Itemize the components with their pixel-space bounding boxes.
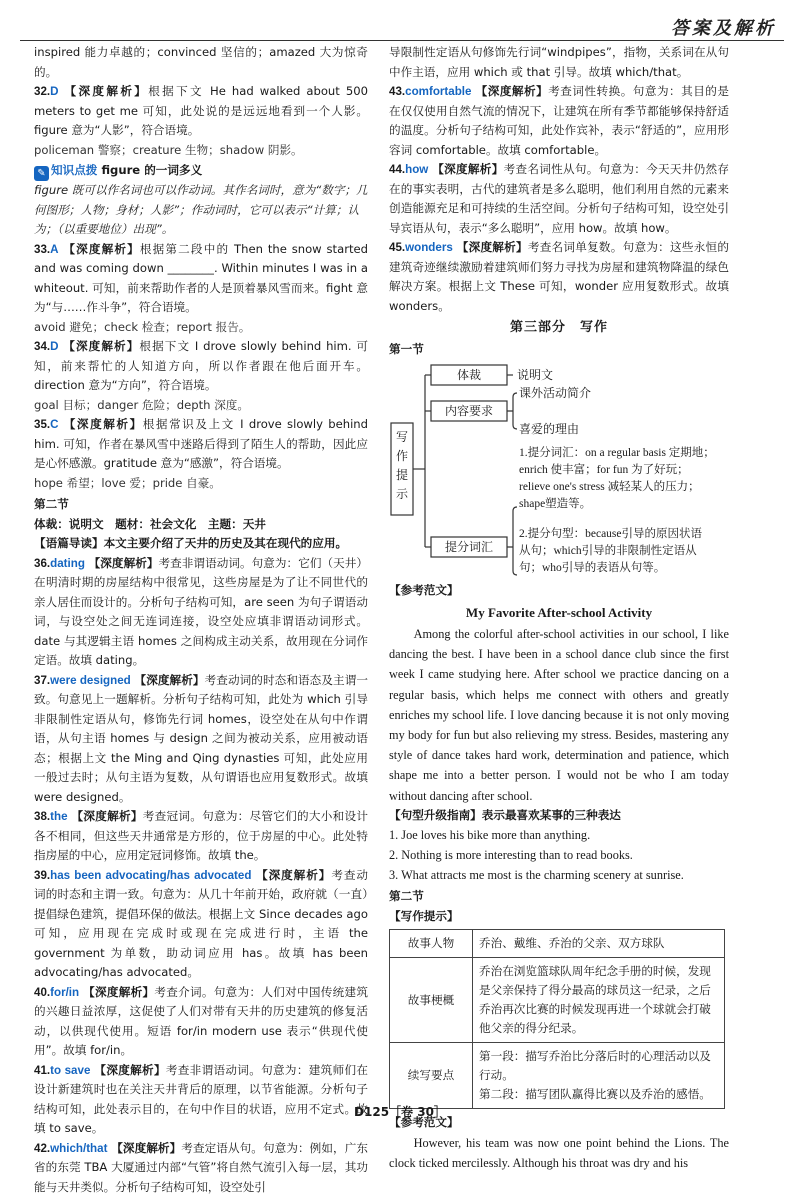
table-row-label: 续写要点 [390,1043,473,1109]
left-column [34,43,368,1197]
analysis-tag: 【深度解析】 [476,84,549,98]
root-char-3: 提 [396,467,408,482]
page-footer: D125［卷 30］ [0,1103,800,1120]
question-number: 45. [389,241,405,254]
pattern-guide-heading: 【句型升级指南】表示最喜欢某事的三种表达 [389,806,729,826]
analysis-tag: 【深度解析】 [111,1141,181,1155]
pattern-sentence: 3. What attracts me most is the charming scenery at sunrise. [389,865,729,885]
analysis-tag: 【深度解析】 [256,868,331,882]
model-essay-heading: 【参考范文】 [389,581,729,601]
analysis-text: 考查定语从句。句意为：例如，广东省的东莞 TBA 大厦通过内部“气管”将自然气流引入每一层，其功能与天井类似。分析句子结构可知，设空处引 [34,1141,368,1194]
analysis-tag: 【深度解析】 [457,240,528,254]
question-37 [34,671,368,808]
analysis-tag: 【深度解析】 [63,242,140,256]
analysis-tag: 【深度解析】 [94,1063,165,1077]
question-44 [389,160,729,238]
question-number: 32. [34,85,50,98]
passage-guide: 【语篇导读】本文主要介绍了天井的历史及其在现代的应用。 [34,534,368,554]
knowledge-tip-heading [34,161,368,181]
question-number: 33. [34,243,50,256]
analysis-text: 考查动词的时态和主谓一致。句意为：从几十年前开始，政府就（一直）提倡绿色建筑，提倡环保的做法。根据上文 Since decades ago 可知，应用现在完成时或现在完成进行时，主语 the government 为单数，助动词应用 has。故填 has been advocating/has advocated。 [34,868,368,980]
essay-body: Among the colorful after-school activities in our school, I like dancing the best. I have been in a school dance club since the first week I came studying here. After school we practice dancing on a regular basis, which helps me connect with others and greatly enriches my school life. I love dancing because it is not only moving my body for fun but also relieving my stress. Besides, mastering any style of dance takes hard work, determination and patience, which shape me into a better person. I would not be who I am today without dancing after school. [389,624,729,806]
table-row-label: 故事人物 [390,930,473,958]
right-column [389,43,729,1173]
question-40 [34,983,368,1061]
analysis-text: 考查冠词。句意为：尽管它们的大小和设计各不相同，但这些天井通常是方形的，位于房屋的中心。此处特指房屋的中心，应用定冠词修饰。故填 the。 [34,809,368,862]
section-heading: 第二节 [389,887,729,907]
vocab-line: inspired 能力卓越的；convinced 坚信的；amazed 大为惊奇的。 [34,43,368,82]
vocab-line: policeman 警察；creature 生物；shadow 阴影。 [34,141,368,161]
content-box-label: 内容要求 [445,403,493,418]
question-32 [34,82,368,141]
answer: wonders [405,241,453,254]
answer: C [50,418,58,431]
analysis-tag: 【深度解析】 [432,162,503,176]
answer: D [50,340,58,353]
answer: A [50,243,58,256]
root-char-1: 写 [396,430,408,444]
answer: the [50,810,67,823]
essay-title: My Favorite After-school Activity [389,603,729,623]
question-number: 42. [34,1142,50,1155]
sentence-hint-line: 从句；which引导的非限制性定语从 [519,543,697,557]
genre-box-label: 体裁 [457,367,481,382]
question-38 [34,807,368,866]
vocab-hint-line: relieve one's stress 减轻某人的压力； [519,479,700,493]
analysis-tag: 【深度解析】 [65,84,149,98]
model-essay-heading-2: 【参考范文】 [389,1113,729,1133]
table-row [390,930,725,958]
sentence-hint-line: 句；who引导的表语从句等。 [519,560,665,574]
question-number: 35. [34,418,50,431]
question-number: 43. [389,85,405,98]
vocab-line: hope 希望；love 爱；pride 自豪。 [34,474,368,494]
question-45 [389,238,729,316]
question-43 [389,82,729,160]
diagram-svg [389,361,729,581]
tip-label: 知识点拨 [51,163,97,177]
analysis-text: 考查非谓语动词。句意为：它们（天井）在明清时期的房屋结构中很常见，这些房屋是为了让不同世代的亲人居住而设计的。分析句子结构可知，are seen 为句子谓语动词，与设空处之间无连词连接，设空处应填非谓语动词形式。date 与其逻辑主语 homes 之间构成主动关系，故用现在分词作定语。故填 dating。 [34,556,368,668]
pattern-sentence: 1. Joe loves his bike more than anything. [389,825,729,845]
analysis-tag: 【深度解析】 [71,809,142,823]
analysis-text: 考查动词的时态和语态及主谓一致。句意见上一题解析。分析句子结构可知，此处为 which 引导非限制性定语从句，修饰先行词 homes，设空处在从句中作谓语，从句主语 homes 与 design 之间为被动关系，应用被动语态；根据上文 the Ming and Qing dynasties 可知，此处应用一般过去时；从句主语为复数，从句谓语也应用复数形式。故填 were designed。 [34,673,368,804]
answer: D [50,85,58,98]
question-42 [34,1139,368,1197]
question-39 [34,866,368,983]
analysis-text: 根据下文 He had walked about 500 meters to get me 可知，此处说的是远远地看到一个人影。figure 意为“人影”，符合语境。 [34,84,368,137]
answer: which/that [50,1142,107,1155]
table-row-value: 第一段：描写乔治比分落后时的心理活动以及行动。 第二段：描写团队赢得比赛以及乔治的感悟。 [473,1043,725,1109]
passage-meta: 体裁：说明文 题材：社会文化 主题：天井 [34,515,368,535]
knowledge-tip-body: figure 既可以作名词也可以作动词。其作名词时，意为“数字；几何图形；人物；身材；人影”；作动词时，它可以表示“计算；认为；（以重要地位）出现”。 [34,181,368,240]
analysis-text: 考查非谓语动词。句意为：建筑师们在设计新建筑时也在关注天井背后的原理，以节省能源。分析句子结构可知，此处表示目的，在句中作目的状语，应用不定式。故填 to save。 [34,1063,368,1136]
table-row [390,1043,725,1109]
analysis-tag: 【深度解析】 [89,556,159,570]
question-number: 38. [34,810,50,823]
analysis-tag: 【深度解析】 [135,673,205,687]
vocab-hint-line: 1.提分词汇：on a regular basis 定期地； [519,445,715,459]
section-heading: 第二节 [34,495,368,515]
vocab-line: avoid 避免；check 检查；report 报告。 [34,318,368,338]
answer: for/in [50,986,79,999]
question-34 [34,337,368,396]
answer: to save [50,1064,90,1077]
root-char-2: 作 [396,449,408,463]
writing-hint-table [389,929,725,1109]
question-35 [34,415,368,474]
answer: dating [50,557,85,570]
question-number: 39. [34,869,50,882]
content-item: 课外活动简介 [519,385,591,400]
analysis-text: 考查名词单复数。句意为：这些永恒的建筑奇迹继续激励着建筑师们努力寻找为房屋和建筑物降温的绿色解决方案。根据上文 These 可知，wonder 应用复数形式。故填 wonders。 [389,240,729,313]
question-42-continued: 导限制性定语从句修饰先行词“windpipes”，指物，关系词在从句中作主语，应用 which 或 that 引导。故填 which/that。 [389,43,729,82]
answer: comfortable [405,85,471,98]
question-33 [34,240,368,318]
tip-word: figure 的一词多义 [101,163,202,177]
question-number: 34. [34,340,50,353]
table-row-value: 乔治、戴维、乔治的父亲、双方球队 [473,930,725,958]
root-char-4: 示 [396,487,409,501]
analysis-text: 根据第二段中的 Then the snow started and was coming down ________. Within minutes I was in a whiteout. 可知，前来帮助作者的人是顶着暴风雪而来。fight 意为“与……作斗争”，符合语境。 [34,242,368,315]
question-number: 41. [34,1064,50,1077]
answer: has been advocating/has advocated [50,869,251,882]
vocab-hint-box-label: 提分词汇 [445,539,493,554]
pattern-sentence: 2. Nothing is more interesting than to read books. [389,845,729,865]
table-row-value: 乔治在浏览篮球队周年纪念手册的时候，发现是父亲保持了得分最高的球员这一纪录，之后乔治再次比赛的时候发现再进一个球就会打破他父亲的得分纪录。 [473,958,725,1043]
analysis-text: 考查词性转换。句意为：其目的是在仅仅使用自然气流的情况下，让建筑在所有季节都能够保持舒适的温度。分析句子结构可知，此处作宾补，表示“舒适的”，应用形容词 comfortable。故填 comfortable。 [389,84,729,157]
writing-hint-diagram [389,361,729,581]
analysis-text: 考查介词。句意为：人们对中国传统建筑的兴趣日益浓厚，这促使了人们对带有天井的历史建筑的修复活动，以供现代使用。短语 for/in modern use 表示“供现代使用”。故填 for/in。 [34,985,368,1058]
pencil-icon: ✎ [34,166,49,181]
content-item: 喜爱的理由 [519,421,579,436]
essay-body-2: However, his team was now one point behind the Lions. The clock ticked mercilessly. Although his throat was dry and his [389,1133,729,1173]
question-number: 44. [389,163,405,176]
vocab-hint-line: enrich 使丰富；for fun 为了好玩； [519,462,689,476]
analysis-text: 根据下文 I drove slowly behind him. 可知，前来帮忙的人知道方向，所以作者跟在他后面开车。direction 意为“方向”，符合语境。 [34,339,368,392]
answer: were designed [50,674,131,687]
section-heading: 第一节 [389,340,729,360]
sentence-hint-line: 2.提分句型：because引导的原因状语 [519,526,703,540]
header-divider [20,40,784,41]
page-header-title: 答案及解析 [671,14,776,40]
analysis-text: 考查名词性从句。句意为：今天天井仍然存在的事实表明，古代的建筑者是多么聪明，他们利用自然的元素来创造能源充足和可持续的生活空间。分析句子结构可知，设空处引导宾语从句，表示“多么聪明”，应用 how。故填 how。 [389,162,729,235]
part-title: 第三部分 写作 [389,318,729,338]
table-row [390,958,725,1043]
genre-value: 说明文 [517,368,553,382]
writing-hint-heading: 【写作提示】 [389,907,729,927]
analysis-tag: 【深度解析】 [83,985,154,999]
question-number: 37. [34,674,50,687]
vocab-line: goal 目标；danger 危险；depth 深度。 [34,396,368,416]
answer: how [405,163,428,176]
vocab-hint-line: shape塑造等。 [519,496,591,510]
question-number: 36. [34,557,50,570]
analysis-tag: 【深度解析】 [64,417,143,431]
analysis-text: 根据常识及上文 I drove slowly behind him. 可知，作者在暴风雪中迷路后得到了陌生人的帮助，因此应是心怀感激。gratitude 意为“感激”，符合语境。 [34,417,368,470]
table-row-label: 故事梗概 [390,958,473,1043]
question-41 [34,1061,368,1139]
question-number: 40. [34,986,50,999]
question-36 [34,554,368,671]
analysis-tag: 【深度解析】 [63,339,139,353]
